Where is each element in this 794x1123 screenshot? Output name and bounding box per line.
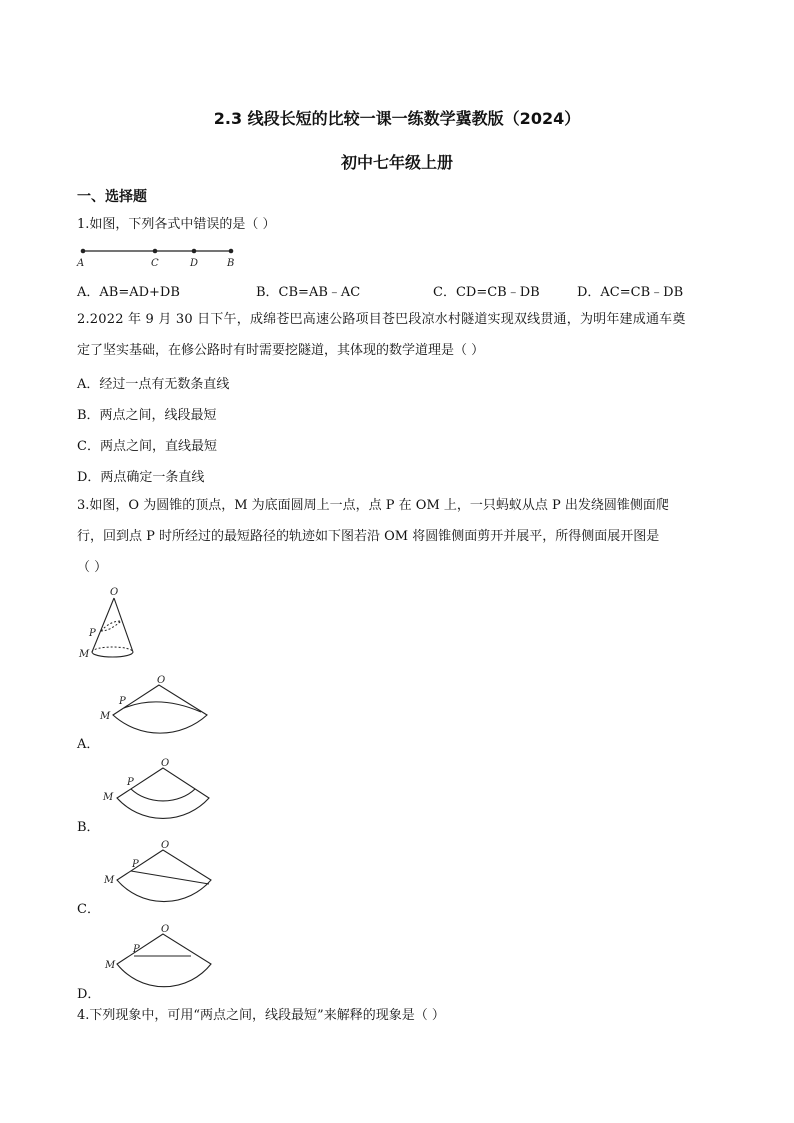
option-d-label-m: M (105, 960, 116, 971)
point-a (81, 249, 86, 254)
label-a: A (77, 258, 85, 269)
question-3-stem-line-1: 3.如图，O 为圆锥的顶点，M 为底面圆周上一点，点 P 在 OM 上，一只蚂蚁从点 P 出发绕圆锥侧面爬 (77, 498, 669, 513)
cone-label-o: O (110, 587, 119, 598)
question-1-option-d: D．AC=CB﹣DB (577, 285, 684, 300)
option-c-sector-figure (97, 838, 217, 910)
question-1-option-a: A．AB=AD+DB (77, 285, 180, 300)
question-2-option-a: A．经过一点有无数条直线 (77, 377, 230, 392)
question-3-option-d: D． (77, 987, 101, 1002)
question-3-stem-line-3: （ ） (77, 560, 108, 575)
question-1-stem: 1.如图，下列各式中错误的是（ ） (77, 217, 276, 232)
option-c-label-o: O (161, 840, 170, 851)
question-3-stem-line-2: 行，回到点 P 时所经过的最短路径的轨迹如下图若沿 OM 将圆锥侧面剪开并展平，所得侧面展开图是 (77, 529, 660, 544)
question-2-option-b: B．两点之间，线段最短 (77, 408, 217, 423)
point-c (153, 249, 158, 254)
cone-label-p: P (89, 628, 96, 639)
question-2-option-d: D．两点确定一条直线 (77, 470, 205, 485)
option-d-label-p: P (133, 944, 140, 955)
option-a-label-o: O (157, 675, 166, 686)
label-b: B (227, 258, 235, 269)
option-b-sector-figure (97, 756, 217, 826)
question-1-option-c: C．CD=CB﹣DB (433, 285, 540, 300)
label-c: C (151, 258, 159, 269)
page-title: 2.3 线段长短的比较一课一练数学冀教版（2024） (213, 109, 581, 128)
cone-label-m: M (79, 649, 90, 660)
option-c-label-p: P (132, 859, 139, 870)
option-a-label-p: P (119, 696, 126, 707)
option-b-label-o: O (161, 758, 170, 769)
option-b-label-p: P (127, 777, 134, 788)
option-b-label-m: M (103, 792, 114, 803)
question-2-option-c: C．两点之间，直线最短 (77, 439, 217, 454)
label-d: D (190, 258, 199, 269)
option-a-label-m: M (100, 711, 111, 722)
question-4-stem: 4.下列现象中，可用“两点之间，线段最短”来解释的现象是（ ） (77, 1008, 445, 1023)
question-1-option-b: B．CB=AB﹣AC (256, 285, 361, 300)
question-3-option-a: A． (77, 737, 100, 752)
question-2-stem-line-2: 定了坚实基础，在修公路时有时需要挖隧道，其体现的数学道理是（ ） (77, 343, 485, 358)
option-d-sector-figure (97, 922, 217, 994)
point-d (192, 249, 197, 254)
cone-figure (77, 585, 147, 665)
question-3-option-c: C． (77, 902, 100, 917)
question-1-line-figure (77, 243, 247, 271)
section-heading: 一、选择题 (77, 189, 147, 205)
point-b (229, 249, 234, 254)
option-c-label-m: M (104, 875, 115, 886)
option-d-label-o: O (161, 924, 170, 935)
question-2-stem-line-1: 2.2022 年 9 月 30 日下午，成绵苍巴高速公路项目苍巴段凉水村隧道实现双线贯通，为明年建成通车奠 (77, 312, 686, 327)
option-a-sector-figure (97, 672, 217, 742)
question-3-option-b: B． (77, 820, 100, 835)
page-subtitle: 初中七年级上册 (340, 153, 453, 172)
